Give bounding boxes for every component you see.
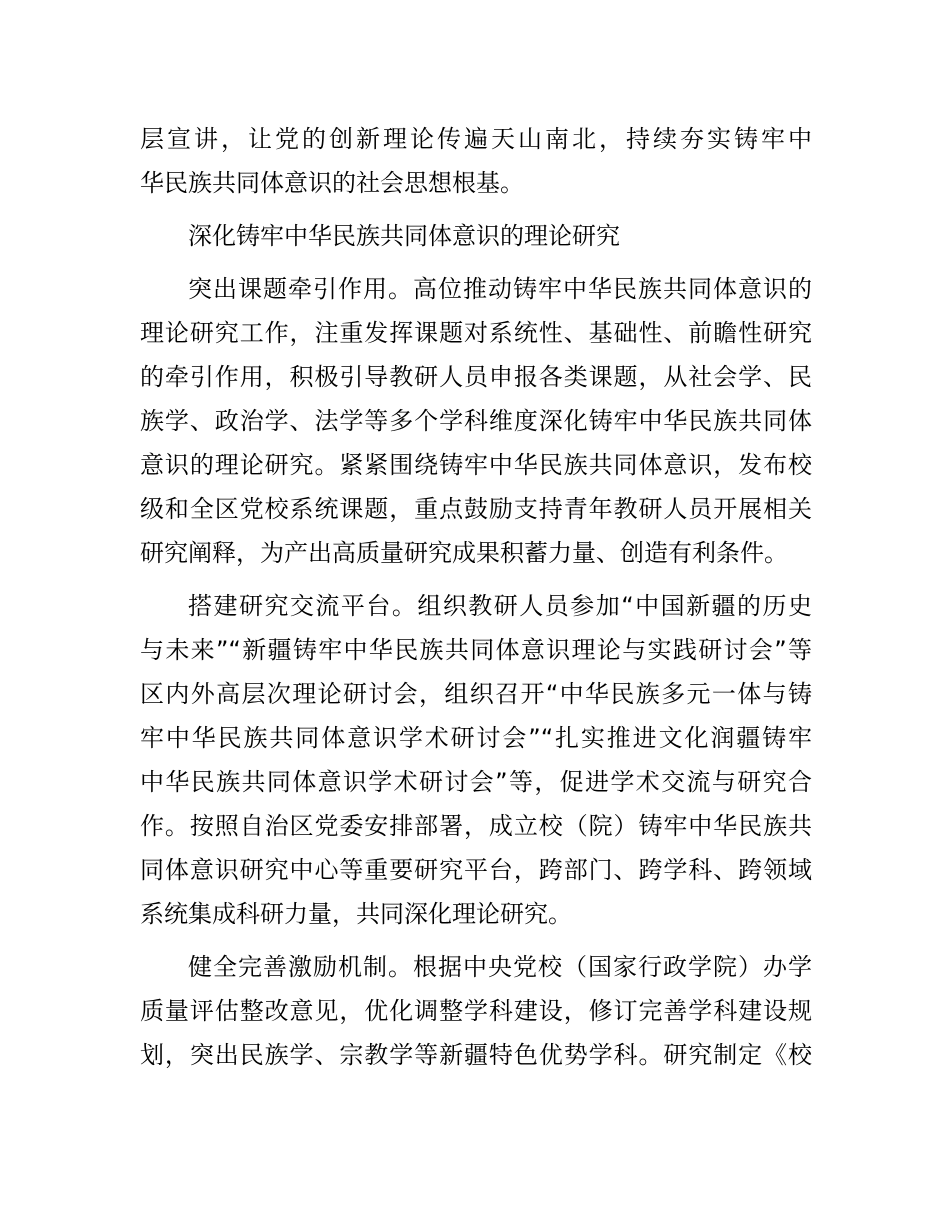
text-line: 作。按照自治区党委安排部署，成立校（院）铸牢中华民族共: [140, 812, 812, 840]
text-line: 突出课题牵引作用。高位推动铸牢中华民族共同体意识的: [188, 275, 812, 303]
text-line: 级和全区党校系统课题，重点鼓励支持青年教研人员开展相关: [140, 495, 812, 523]
body-paragraph: [140, 584, 812, 936]
text-line: 族学、政治学、法学等多个学科维度深化铸牢中华民族共同体: [140, 407, 812, 435]
text-line: 层宣讲，让党的创新理论传遍天山南北，持续夯实铸牢中: [140, 125, 812, 153]
section-heading: [140, 214, 812, 258]
text-line: 中华民族共同体意识学术研讨会”等，促进学术交流与研究合: [140, 768, 812, 796]
text-line: 研究阐释，为产出高质量研究成果积蓄力量、创造有利条件。: [140, 539, 788, 567]
text-line: 意识的理论研究。紧紧围绕铸牢中华民族共同体意识，发布校: [140, 451, 812, 479]
body-paragraph: [140, 267, 812, 575]
text-line: 与未来”“新疆铸牢中华民族共同体意识理论与实践研讨会”等: [140, 636, 812, 664]
text-line: 的牵引作用，积极引导教研人员申报各类课题，从社会学、民: [140, 363, 812, 391]
text-line: 牢中华民族共同体意识学术研讨会”“扎实推进文化润疆铸牢: [140, 724, 812, 752]
text-line: 健全完善激励机制。根据中央党校（国家行政学院）办学: [188, 953, 812, 981]
body-paragraph: [140, 945, 812, 1077]
document-page: [140, 117, 812, 1086]
text-line: 区内外高层次理论研讨会，组织召开“中华民族多元一体与铸: [140, 680, 812, 708]
text-line: 搭建研究交流平台。组织教研人员参加“中国新疆的历史: [188, 592, 812, 620]
text-line: 同体意识研究中心等重要研究平台，跨部门、跨学科、跨领域: [140, 856, 812, 884]
text-line: 华民族共同体意识的社会思想根基。: [140, 169, 524, 197]
text-line: 深化铸牢中华民族共同体意识的理论研究: [188, 222, 620, 250]
text-line: 系统集成科研力量，共同深化理论研究。: [140, 900, 572, 928]
text-line: 质量评估整改意见，优化调整学科建设，修订完善学科建设规: [140, 997, 812, 1025]
text-line: 划，突出民族学、宗教学等新疆特色优势学科。研究制定《校: [140, 1041, 812, 1069]
continued-paragraph: [140, 117, 812, 205]
text-line: 理论研究工作，注重发挥课题对系统性、基础性、前瞻性研究: [140, 319, 812, 347]
